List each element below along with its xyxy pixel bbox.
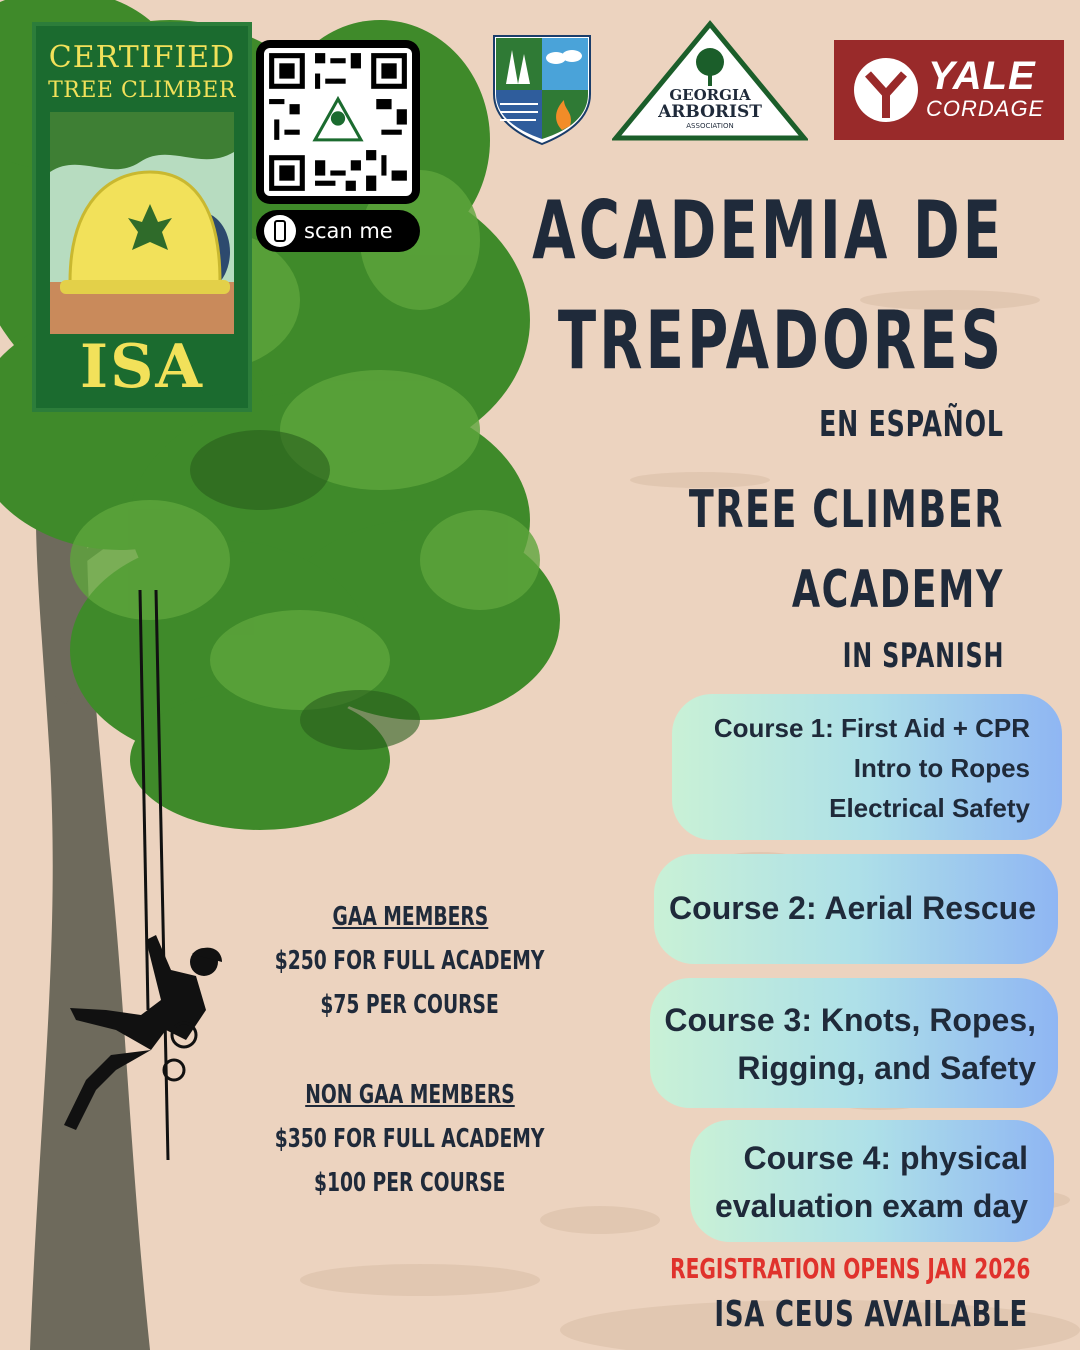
headline-line-6: IN SPANISH <box>842 636 1004 676</box>
registration-notice: REGISTRATION OPENS JAN 2026 <box>669 1252 1030 1285</box>
headline-line-1: ACADEMIA DE <box>531 184 1004 277</box>
course-card-1 <box>672 694 1062 840</box>
phone-icon <box>264 215 296 247</box>
badge-isa-text: ISA <box>80 332 204 402</box>
course-4-line-2: evaluation exam day <box>714 1188 1028 1224</box>
gaa-name-line2: ARBORIST <box>658 102 762 122</box>
course-4-line-1: Course 4: physical <box>743 1140 1028 1176</box>
scan-me-button[interactable] <box>256 210 420 252</box>
members-course-price: $75 PER COURSE <box>320 990 500 1020</box>
headline-line-4: TREE CLIMBER <box>688 480 1004 540</box>
georgia-arborist-logo <box>612 20 808 144</box>
members-full-price: $250 FOR FULL ACADEMY <box>275 946 545 976</box>
qr-pattern <box>264 48 412 196</box>
non-members-full-price: $350 FOR FULL ACADEMY <box>275 1124 545 1154</box>
yale-sub: CORDAGE <box>926 96 1045 121</box>
course-1-line-1: Course 1: First Aid + CPR <box>713 713 1030 743</box>
isa-certified-badge <box>32 22 252 412</box>
members-heading: GAA MEMBERS <box>332 902 488 932</box>
course-card-3 <box>650 978 1058 1108</box>
course-1-line-2: Intro to Ropes <box>853 753 1030 783</box>
headline-line-2: TREPADORES <box>557 294 1004 387</box>
gaa-name-line1: GEORGIA <box>669 86 751 104</box>
course-3-line-1: Course 3: Knots, Ropes, <box>664 1002 1036 1038</box>
yale-cordage-logo <box>834 40 1064 140</box>
course-3-line-2: Rigging, and Safety <box>737 1050 1036 1086</box>
non-members-course-price: $100 PER COURSE <box>314 1168 506 1198</box>
forestry-shield-logo <box>492 34 592 146</box>
course-2-line-1: Course 2: Aerial Rescue <box>669 890 1036 926</box>
scan-me-label: scan me <box>304 219 393 243</box>
ceus-notice: ISA CEUS AVAILABLE <box>714 1294 1028 1335</box>
yale-name: YALE <box>928 54 1036 98</box>
qr-code[interactable] <box>256 40 420 204</box>
badge-subtitle: TREE CLIMBER <box>48 78 236 103</box>
course-card-4 <box>690 1120 1054 1242</box>
yale-emblem-icon <box>846 50 926 130</box>
badge-title: CERTIFIED <box>48 40 236 75</box>
hardhat-icon <box>50 112 234 334</box>
gaa-name-line3: ASSOCIATION <box>686 122 734 130</box>
course-card-2 <box>654 854 1058 964</box>
course-1-line-3: Electrical Safety <box>829 793 1030 823</box>
climber-silhouette <box>56 590 236 1170</box>
headline-line-5: ACADEMY <box>791 560 1004 620</box>
headline-line-3: EN ESPAÑOL <box>819 404 1004 445</box>
qr-modules <box>264 48 412 196</box>
non-members-heading: NON GAA MEMBERS <box>305 1080 515 1110</box>
